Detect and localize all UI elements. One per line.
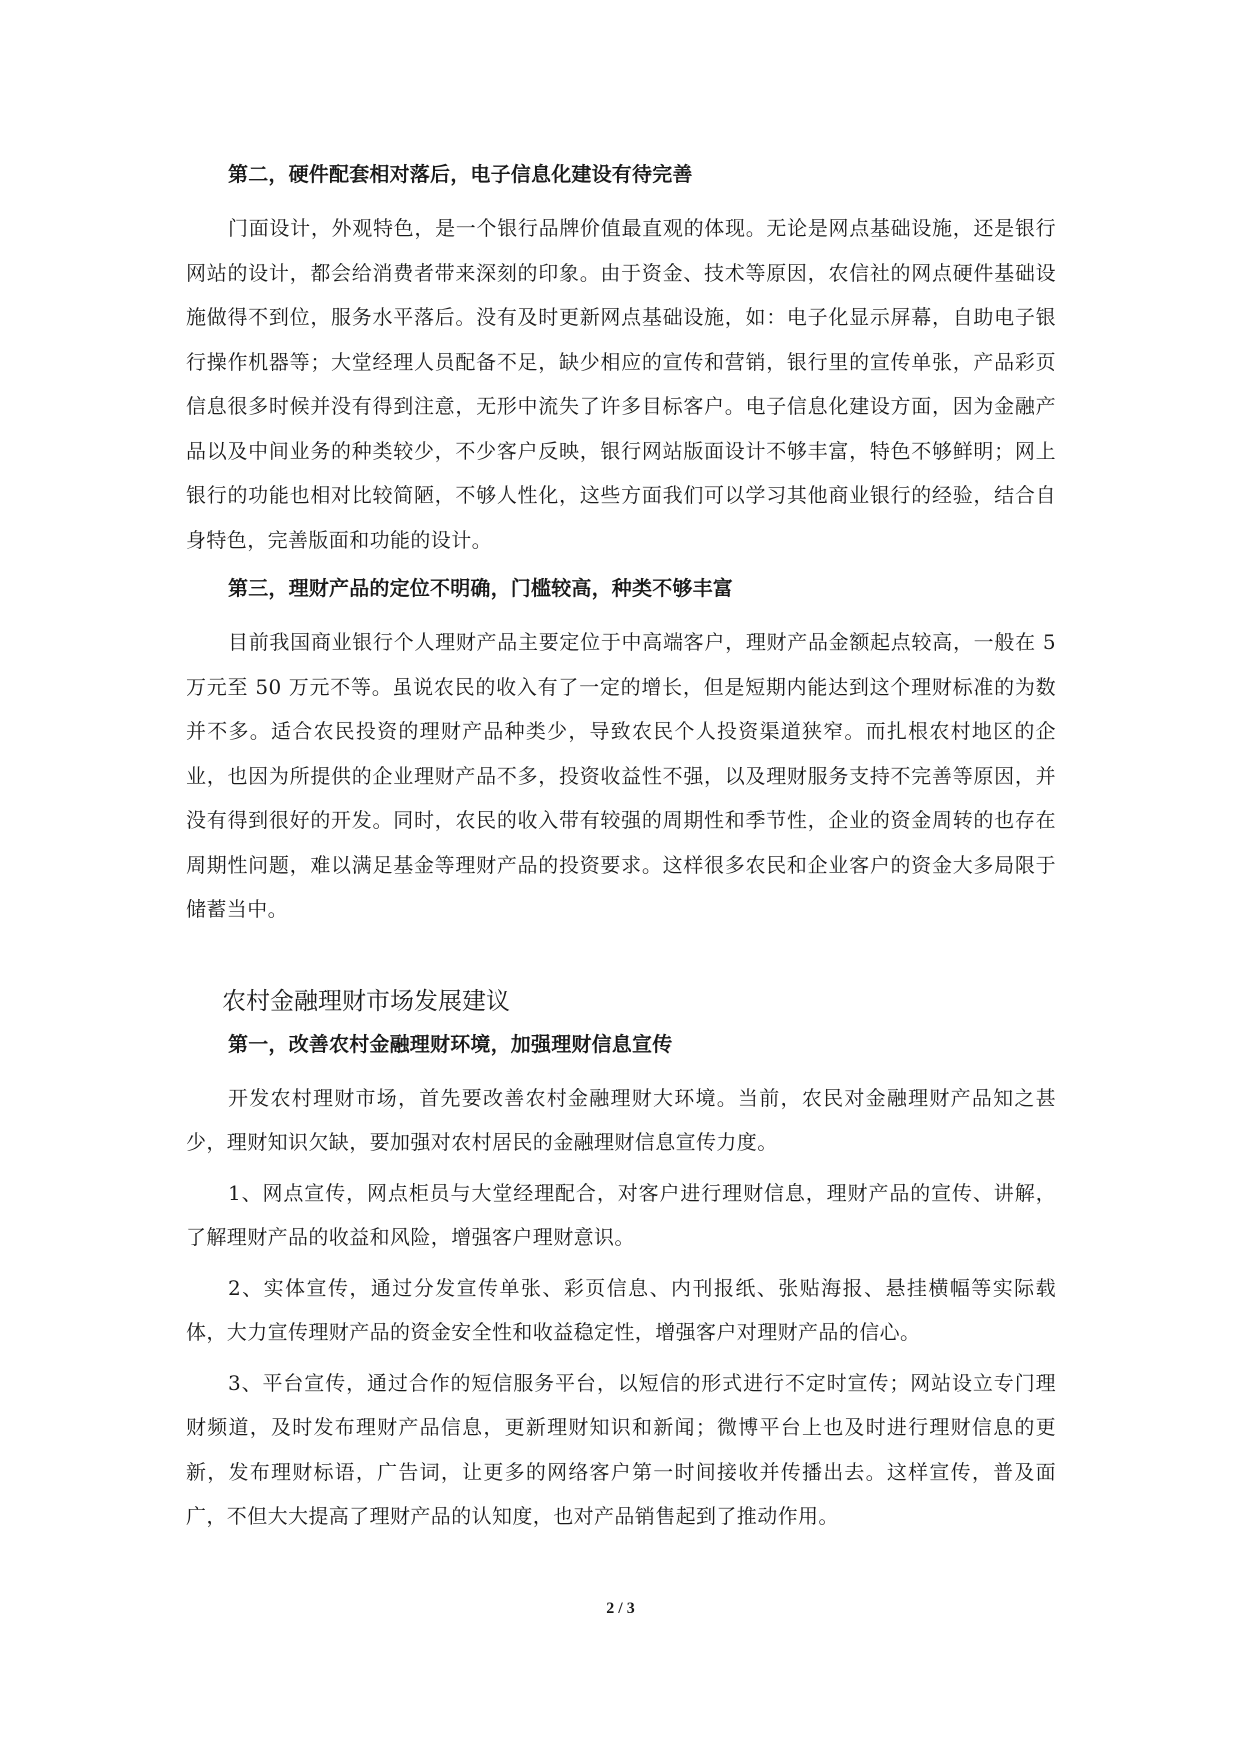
list-item-physical-promotion: 2、实体宣传，通过分发宣传单张、彩页信息、内刊报纸、张贴海报、悬挂横幅等实际载体，大力宣传理财产品的资金安全性和收益稳定性，增强客户对理财产品的信心。	[186, 1275, 1056, 1344]
list-item-platform-promotion: 3、平台宣传，通过合作的短信服务平台，以短信的形式进行不定时宣传；网站设立专门理财频道，及时发布理财产品信息，更新理财知识和新闻；微博平台上也及时进行理财信息的更新，发布理财标语，广告词，让更多的网络客户第一时间接收并传播出去。这样宣传，普及面广，不但大大提高了理财产品的认知度，也对产品销售起到了推动作用。	[186, 1370, 1056, 1528]
subheading-hardware: 第二，硬件配套相对落后，电子信息化建设有待完善	[228, 162, 693, 186]
subheading-product-positioning: 第三，理财产品的定位不明确，门槛较高，种类不够丰富	[228, 576, 733, 600]
paragraph-hardware: 门面设计，外观特色，是一个银行品牌价值最直观的体现。无论是网点基础设施，还是银行网站的设计，都会给消费者带来深刻的印象。由于资金、技术等原因，农信社的网点硬件基础设施做得不到位，服务水平落后。没有及时更新网点基础设施，如：电子化显示屏幕，自助电子银行操作机器等；大堂经理人员配备不足，缺少相应的宣传和营销，银行里的宣传单张，产品彩页信息很多时候并没有得到注意，无形中流失了许多目标客户。电子信息化建设方面，因为金融产品以及中间业务的种类较少，不少客户反映，银行网站版面设计不够丰富，特色不够鲜明；网上银行的功能也相对比较简陋，不够人性化，这些方面我们可以学习其他商业银行的经验，结合自身特色，完善版面和功能的设计。	[186, 216, 1056, 552]
paragraph-product-positioning: 目前我国商业银行个人理财产品主要定位于中高端客户，理财产品金额起点较高，一般在 5 万元至 50 万元不等。虽说农民的收入有了一定的增长，但是短期内能达到这个理财标准的为数并不多。适合农民投资的理财产品种类少，导致农民个人投资渠道狭窄。而扎根农村地区的企业，也因为所提供的企业理财产品不多，投资收益性不强，以及理财服务支持不完善等原因，并没有得到很好的开发。同时，农民的收入带有较强的周期性和季节性，企业的资金周转的也存在周期性问题，难以满足基金等理财产品的投资要求。这样很多农民和企业客户的资金大多局限于储蓄当中。	[186, 630, 1056, 921]
document-body	[186, 160, 1056, 1539]
section-title-suggestions: 农村金融理财市场发展建议	[222, 986, 510, 1015]
page-number: 2 / 3	[606, 1600, 635, 1617]
list-item-branch-promotion: 1、网点宣传，网点柜员与大堂经理配合，对客户进行理财信息，理财产品的宣传、讲解，了解理财产品的收益和风险，增强客户理财意识。	[186, 1180, 1056, 1249]
subheading-environment: 第一，改善农村金融理财环境，加强理财信息宣传	[228, 1031, 673, 1056]
paragraph-environment: 开发农村理财市场，首先要改善农村金融理财大环境。当前，农民对金融理财产品知之甚少，理财知识欠缺，要加强对农村居民的金融理财信息宣传力度。	[186, 1085, 1056, 1154]
